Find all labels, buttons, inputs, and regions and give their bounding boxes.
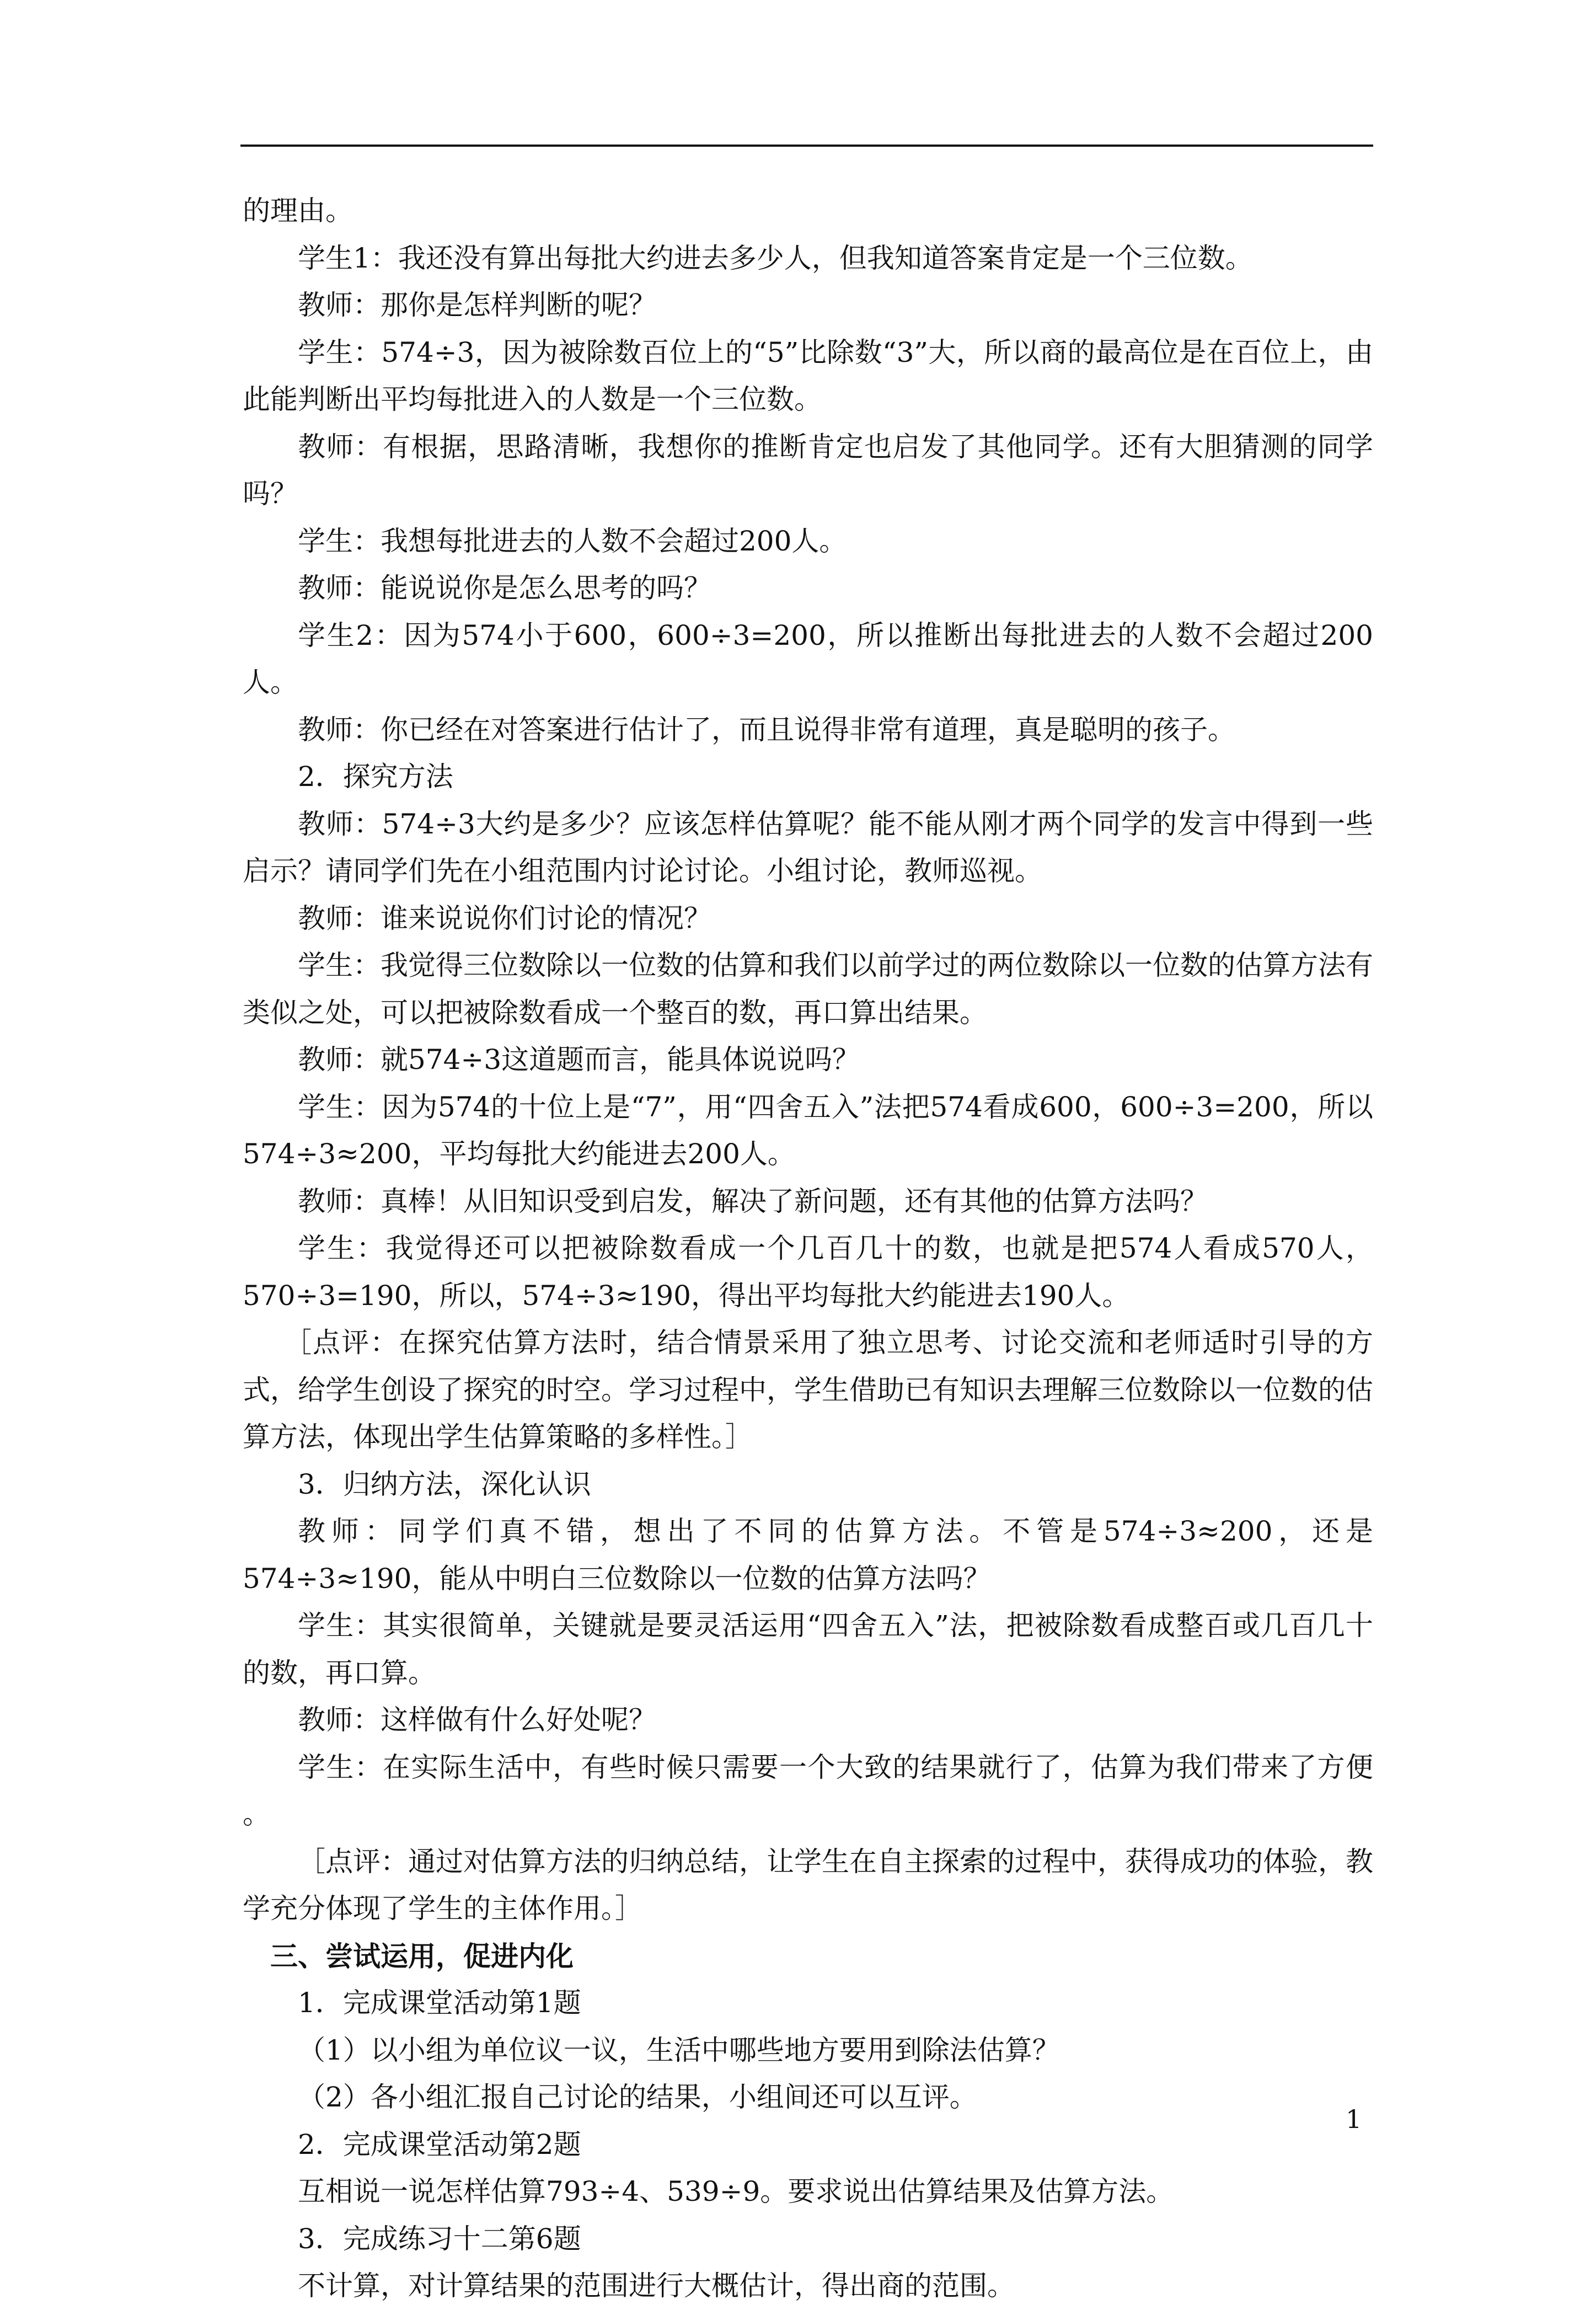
paragraph: 教师：同学们真不错，想出了不同的估算方法。不管是574÷3≈200，还是574÷3≈190，能从中明白三位数除以一位数的估算方法吗？ (243, 1515, 1373, 1595)
header-rule (240, 145, 1373, 147)
paragraph: 学生1：我还没有算出每批大约进去多少人，但我知道答案肯定是一个三位数。 (298, 242, 1253, 274)
paragraph: 学生：在实际生活中，有些时候只需要一个大致的结果就行了，估算为我们带来了方便 。 (243, 1751, 1373, 1830)
paragraph: 教师：能说说你是怎么思考的吗？ (298, 572, 711, 604)
list-item: （2）各小组汇报自己讨论的结果，小组间还可以互评。 (298, 2081, 977, 2113)
paragraph: 学生：因为574的十位上是“7”，用“四舍五入”法把574看成600，600÷3=200，所以574÷3≈200，平均每批大约能进去200人。 (243, 1090, 1373, 1170)
paragraph: 教师：你已经在对答案进行估计了，而且说得非常有道理，真是聪明的孩子。 (298, 713, 1235, 746)
paragraph: 教师：就574÷3这道题而言，能具体说说吗？ (298, 1044, 860, 1076)
section-heading: 2．探究方法 (298, 761, 453, 793)
paragraph: 教师：那你是怎样判断的呢？ (298, 289, 656, 321)
paragraph: 教师：有根据，思路清晰，我想你的推断肯定也启发了其他同学。还有大胆猜测的同学吗？ (243, 430, 1373, 510)
paragraph: 学生：我想每批进去的人数不会超过200人。 (298, 525, 847, 557)
paragraph: 学生：其实很简单，关键就是要灵活运用“四舍五入”法，把被除数看成整百或几百几十的数，再口算。 (243, 1609, 1373, 1689)
paragraph: 学生2：因为574小于600，600÷3=200，所以推断出每批进去的人数不会超过200 人。 (243, 619, 1373, 698)
paragraph: 教师：真棒！从旧知识受到启发，解决了新问题，还有其他的估算方法吗？ (298, 1185, 1208, 1217)
list-item: 1．完成课堂活动第1题 (298, 1987, 581, 2019)
paragraph: 互相说一说怎样估算793÷4、539÷9。要求说出估算结果及估算方法。 (298, 2175, 1174, 2207)
chapter-heading: 三、尝试运用，促进内化 (270, 1939, 574, 1972)
list-item: （1）以小组为单位议一议，生活中哪些地方要用到除法估算？ (298, 2034, 1060, 2066)
paragraph: 教师：这样做有什么好处呢？ (298, 1704, 656, 1736)
page-number: 1 (1346, 2104, 1362, 2134)
paragraph: 的理由。 (243, 195, 353, 227)
paragraph: 不计算，对计算结果的范围进行大概估计，得出商的范围。 (298, 2270, 1015, 2302)
comment-paragraph: ［点评：在探究估算方法时，结合情景采用了独立思考、讨论交流和老师适时引导的方式，给学生创设了探究的时空。学习过程中，学生借助已有知识去理解三位数除以一位数的估算方法，体现出学生估算策略的多样性。］ (243, 1327, 1373, 1453)
list-item: 2．完成课堂活动第2题 (298, 2128, 581, 2161)
paragraph: 学生：我觉得还可以把被除数看成一个几百几十的数，也就是把574人看成570人，570÷3=190，所以，574÷3≈190，得出平均每批大约能进去190人。 (243, 1232, 1373, 1312)
paragraph: 教师：574÷3大约是多少？应该怎样估算呢？能不能从刚才两个同学的发言中得到一些启示？请同学们先在小组范围内讨论讨论。小组讨论，教师巡视。 (243, 808, 1373, 887)
paragraph: 学生：我觉得三位数除以一位数的估算和我们以前学过的两位数除以一位数的估算方法有类似之处，可以把被除数看成一个整百的数，再口算出结果。 (243, 949, 1373, 1029)
paragraph: 学生：574÷3，因为被除数百位上的“5”比除数“3”大，所以商的最高位是在百位上，由此能判断出平均每批进入的人数是一个三位数。 (243, 336, 1373, 415)
list-item: 3．完成练习十二第6题 (298, 2222, 581, 2255)
section-heading: 3．归纳方法，深化认识 (298, 1468, 591, 1500)
document-body (243, 188, 1373, 2310)
comment-paragraph: ［点评：通过对估算方法的归纳总结，让学生在自主探索的过程中，获得成功的体验，教学充分体现了学生的主体作用。］ (243, 1845, 1373, 1924)
paragraph: 教师：谁来说说你们讨论的情况？ (298, 902, 711, 934)
